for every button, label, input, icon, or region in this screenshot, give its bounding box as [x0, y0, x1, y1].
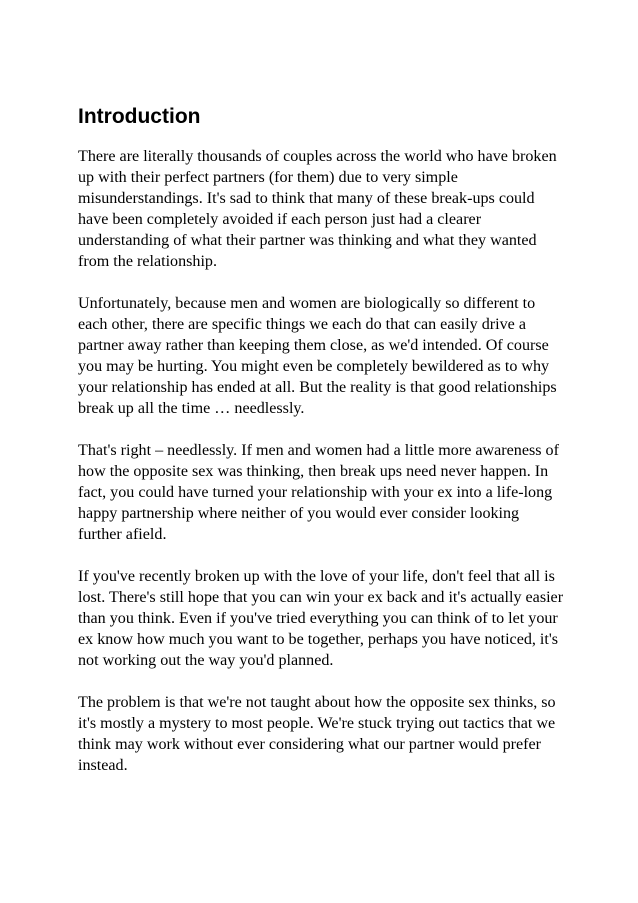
- paragraph-2: Unfortunately, because men and women are biologically so different to each other, there are specific things we each do that can easily drive a partner away rather than keeping them close, as we'd intended. Of course you may be hurting. You might even be completely bewildered as to why your relationship has ended at all. But the reality is that good relationships break up all the time … needlessly.: [78, 295, 557, 417]
- paragraph-5: The problem is that we're not taught about how the opposite sex thinks, so it's mostly a mystery to most people. We're stuck trying out tactics that we think may work without ever considering what our partner would prefer instead.: [78, 694, 556, 774]
- paragraph-1: There are literally thousands of couples across the world who have broken up with their perfect partners (for them) due to very simple misunderstandings. It's sad to think that many of these break-ups could have been completely avoided if each person just had a clearer understanding of what their partner was thinking and what they wanted from the relationship.: [78, 148, 557, 270]
- paragraph-3: That's right – needlessly. If men and women had a little more awareness of how the opposite sex was thinking, then break ups need never happen. In fact, you could have turned your relationship with your ex into a life-long happy partnership where neither of you would ever consider looking further afield.: [78, 442, 559, 543]
- paragraph-4: If you've recently broken up with the love of your life, don't feel that all is lost. There's still hope that you can win your ex back and it's actually easier than you think. Even if you've tried everything you can think of to let your ex know how much you want to be together, perhaps you have noticed, it's not working out the way you'd planned.: [78, 568, 564, 669]
- page-heading: Introduction: [78, 105, 201, 128]
- document-page: [78, 104, 564, 797]
